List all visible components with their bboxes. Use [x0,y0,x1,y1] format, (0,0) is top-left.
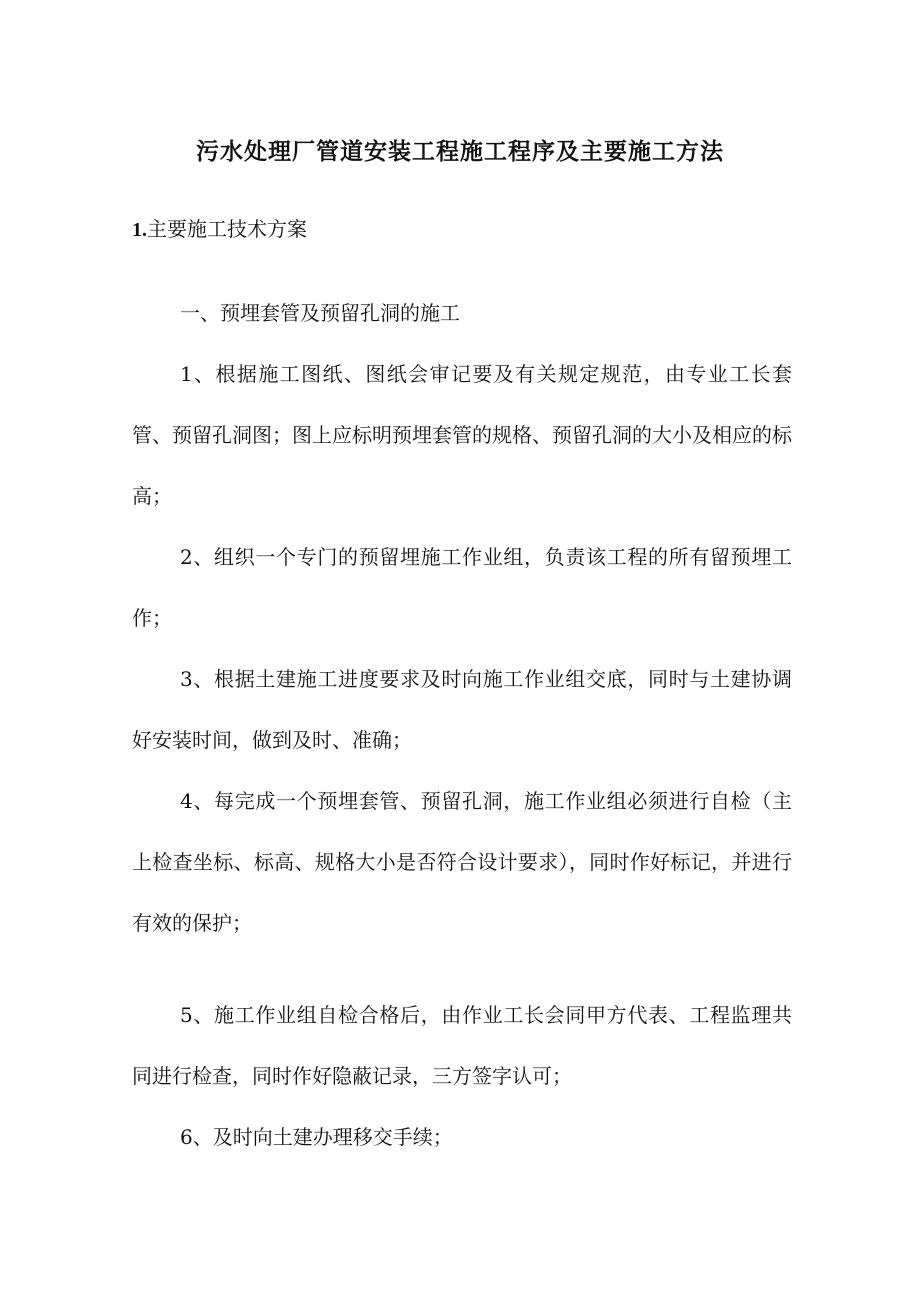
list-item-2: 2、组织一个专门的预留埋施工作业组，负责该工程的所有留预埋工作； [132,545,792,630]
list-item-3: 3、根据土建施工进度要求及时向施工作业组交底，同时与土建协调好安装时间，做到及时、准确； [132,667,792,752]
list-item-5: 5、施工作业组自检合格后，由作业工长会同甲方代表、工程监理共同进行检查，同时作好隐蔽记录，三方签字认可； [132,1003,792,1088]
list-item-4: 4、每完成一个预埋套管、预留孔洞，施工作业组必须进行自检（主上检查坐标、标高、规格大小是否符合设计要求），同时作好标记，并进行有效的保护； [132,789,792,935]
subsection-heading: 一、预埋套管及预留孔洞的施工 [180,301,460,325]
section-heading-text: 主要施工技术方案 [147,217,307,241]
section-number: 1. [132,219,147,241]
section-heading [132,212,307,247]
list-item-1: 1、根据施工图纸、图纸会审记要及有关规定规范，由专业工长套管、预留孔洞图；图上应标明预埋套管的规格、预留孔洞的大小及相应的标高； [132,362,792,508]
document-title: 污水处理厂管道安装工程施工程序及主要施工方法 [196,139,724,165]
list-item-6: 6、及时向土建办理移交手续； [180,1125,453,1149]
